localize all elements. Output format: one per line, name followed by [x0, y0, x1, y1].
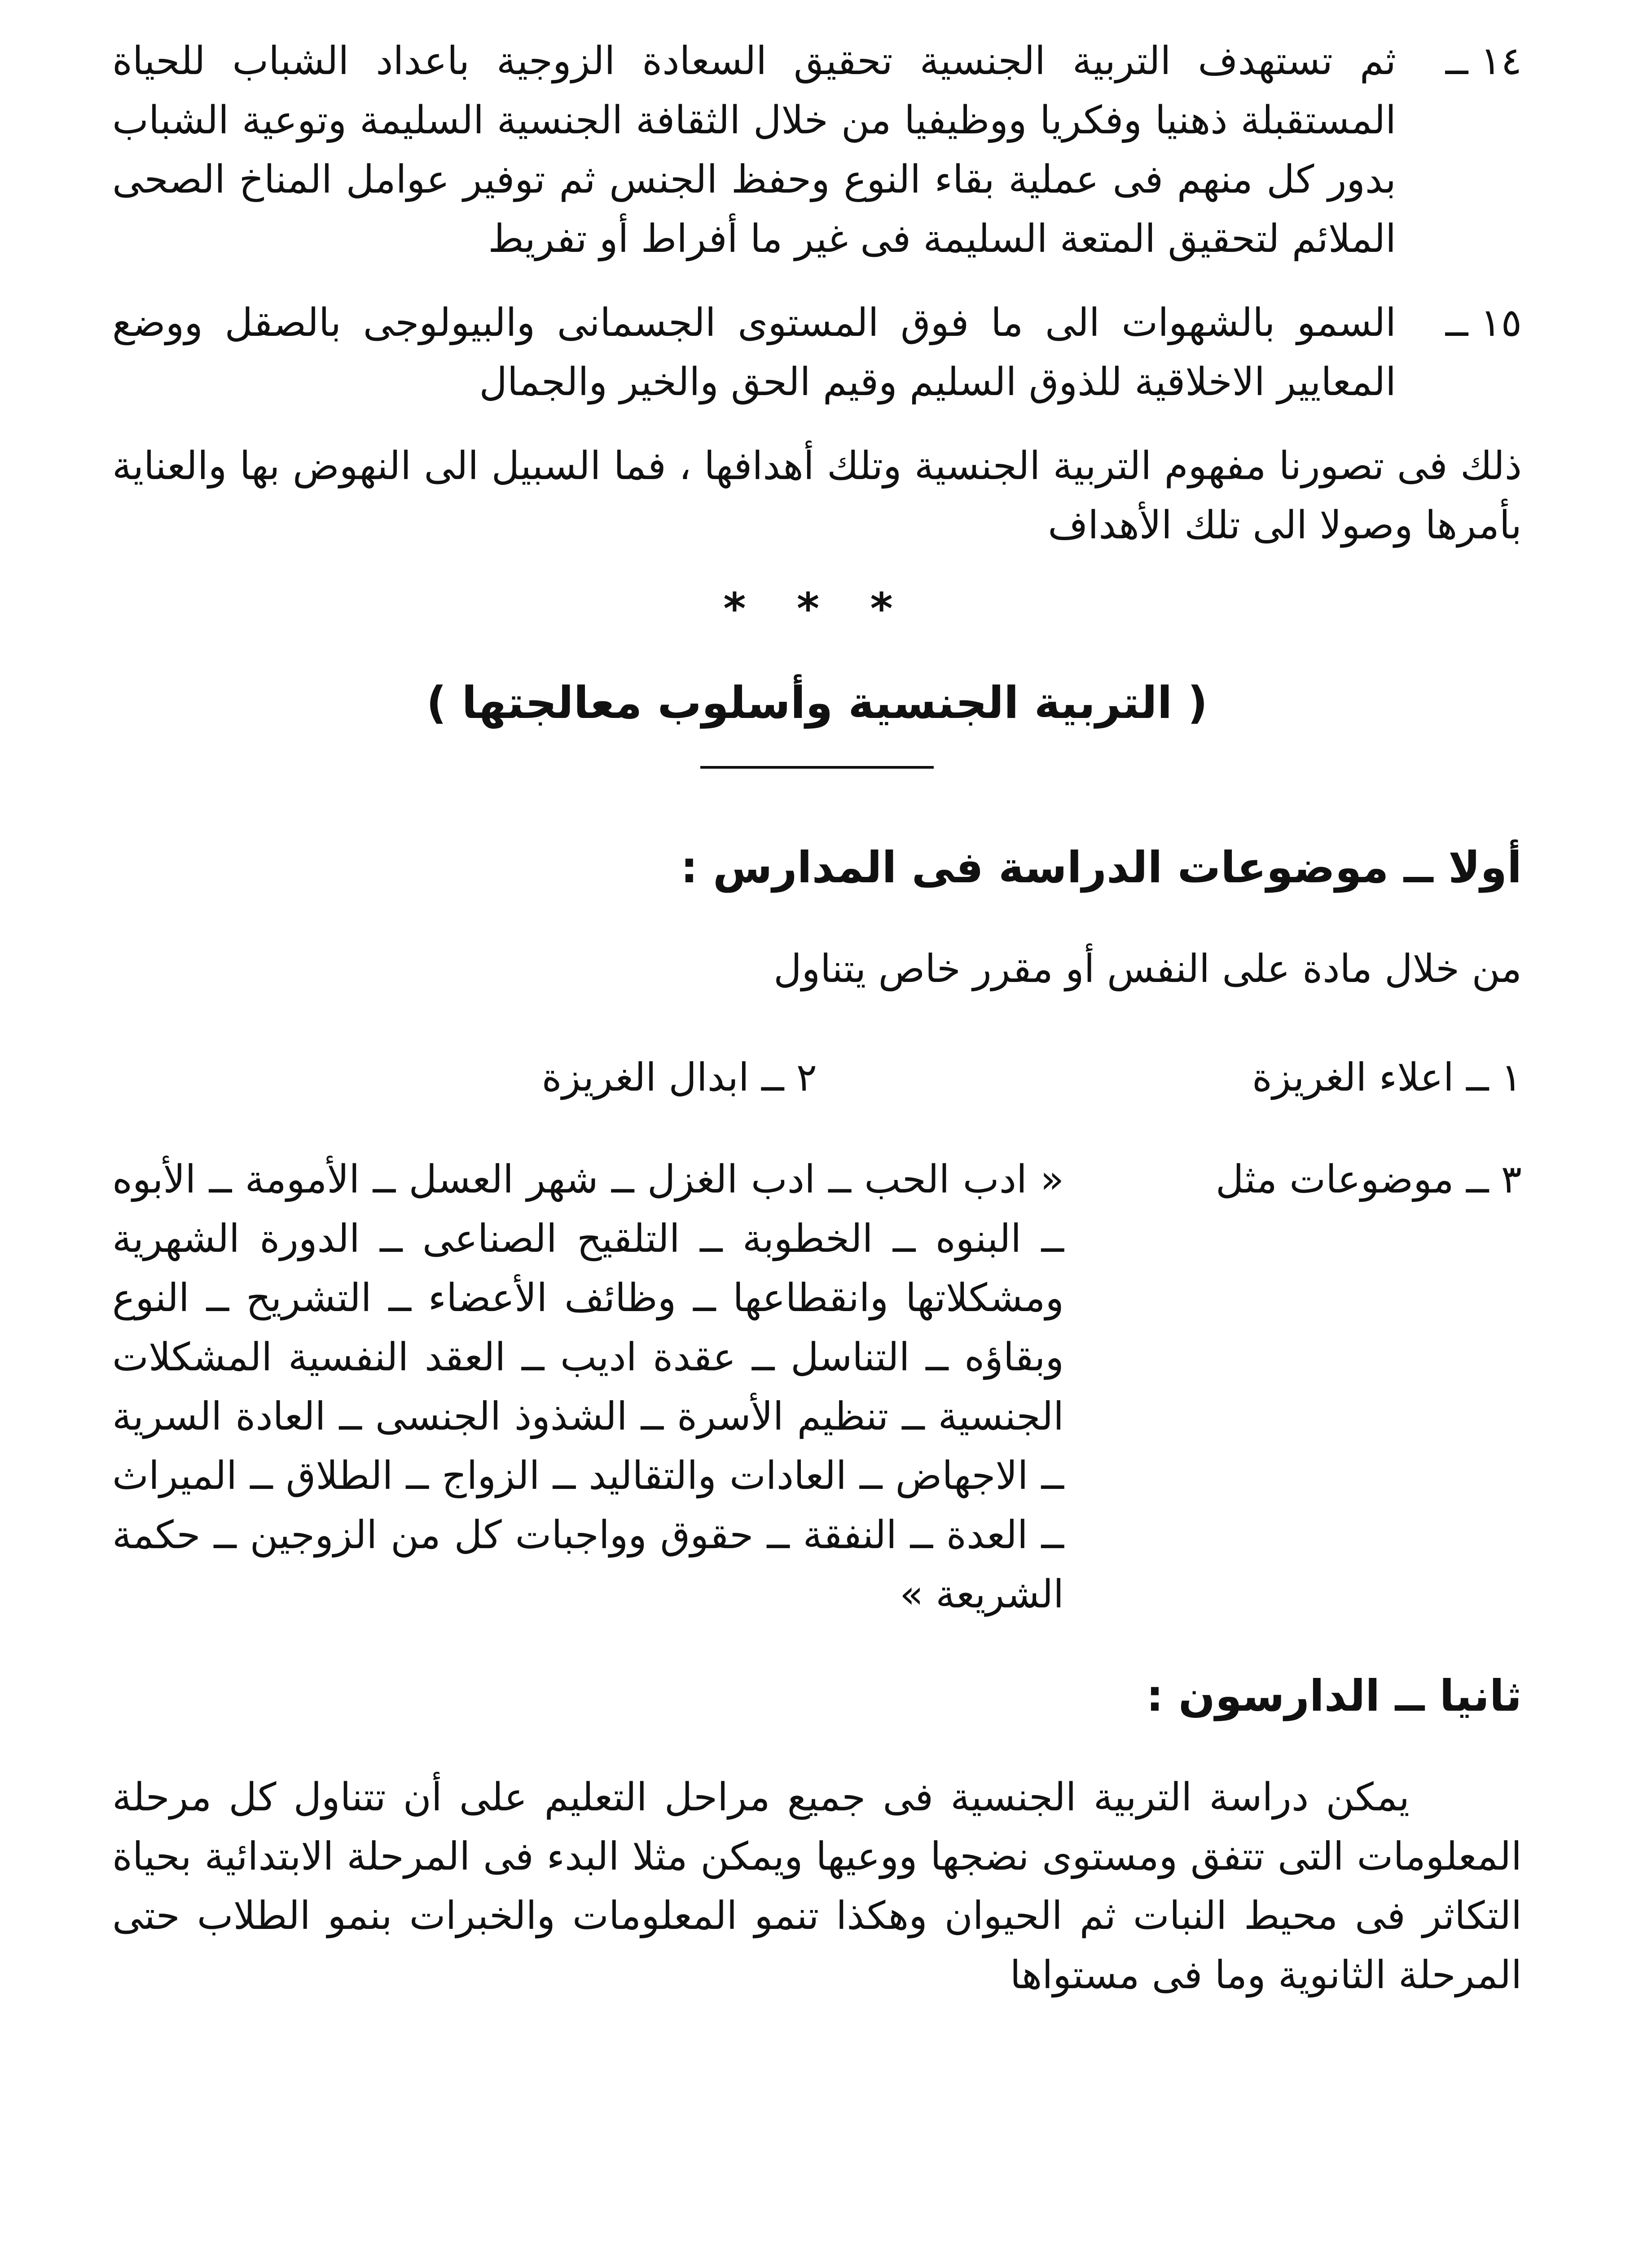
title-underline-rule [700, 766, 934, 769]
second-heading: ثانيا ــ الدارسون : [1146, 1671, 1522, 1721]
point-2: ٢ ــ ابدال الغريزة [541, 1055, 817, 1100]
point-3-topics: « ادب الحب ــ ادب الغزل ــ شهر العسل ــ الأمومة ــ الأبوه ــ البنوه ــ الخطوبة ــ التلقيح الصناعى ــ الدورة الشهرية ومشكلاتها وانقطاعها ــ وظائف الأعضاء ــ التشريح ــ النوع وبقاؤه ــ التناسل ــ عقدة اديب ــ العقد النفسية المشكلات الجنسية ــ تنظيم الأسرة ــ الشذوذ الجنسى ــ العادة السرية ــ الاجهاض ــ العادات والتقاليد ــ الزواج ــ الطلاق ــ الميراث ــ العدة ــ النفقة ــ حقوق وواجبات كل من الزوجين ــ حكمة الشريعة » [112, 1157, 1064, 1617]
item-number: ١٤ ــ [1445, 39, 1522, 84]
second-paragraph: يمكن دراسة التربية الجنسية فى جميع مراحل التعليم على أن تتناول كل مرحلة المعلومات التى تتفق ومستوى نضجها ووعيها ويمكن مثلا البدء فى المرحلة الابتدائية بحياة التكاثر فى محيط النبات ثم الحيوان وهكذا تنمو المعلومات والخبرات بنمو الطلاب حتى المرحلة الثانوية وما فى مستواها [112, 1775, 1522, 1998]
item-number: ١٥ ــ [1445, 300, 1522, 345]
first-intro: من خلال مادة على النفس أو مقرر خاص يتناول [773, 946, 1522, 991]
closing-paragraph: ذلك فى تصورنا مفهوم التربية الجنسية وتلك أهدافها ، فما السبيل الى النهوض بها والعناية بأمرها وصولا الى تلك الأهداف [112, 444, 1522, 548]
section-title: ( التربية الجنسية وأسلوب معالجتها ) [426, 678, 1208, 729]
item-text: ثم تستهدف التربية الجنسية تحقيق السعادة الزوجية باعداد الشباب للحياة المستقبلة ذهنيا وفكريا ووظيفيا من خلال الثقافة الجنسية السليمة وتوعية الشباب بدور كل منهم فى عملية بقاء النوع وحفظ الجنس ثم توفير عوامل المناخ الصحى الملائم لتحقيق المتعة السليمة فى غير ما أفراط أو تفريط [112, 39, 1396, 261]
point-1: ١ ــ اعلاء الغريزة [1252, 1055, 1522, 1100]
section-separator-stars: * * * [723, 584, 911, 634]
point-3-label: ٣ ــ موضوعات مثل [1215, 1157, 1522, 1202]
list-item-14 [112, 31, 1522, 269]
point-3 [112, 1150, 1522, 1624]
points-row [112, 1048, 1522, 1107]
first-heading: أولا ــ موضوعات الدراسة فى المدارس : [681, 842, 1522, 893]
item-text: السمو بالشهوات الى ما فوق المستوى الجسمانى والبيولوجى بالصقل ووضع المعايير الاخلاقية للذوق السليم وقيم الحق والخير والجمال [112, 300, 1396, 405]
list-item-15 [112, 293, 1522, 412]
